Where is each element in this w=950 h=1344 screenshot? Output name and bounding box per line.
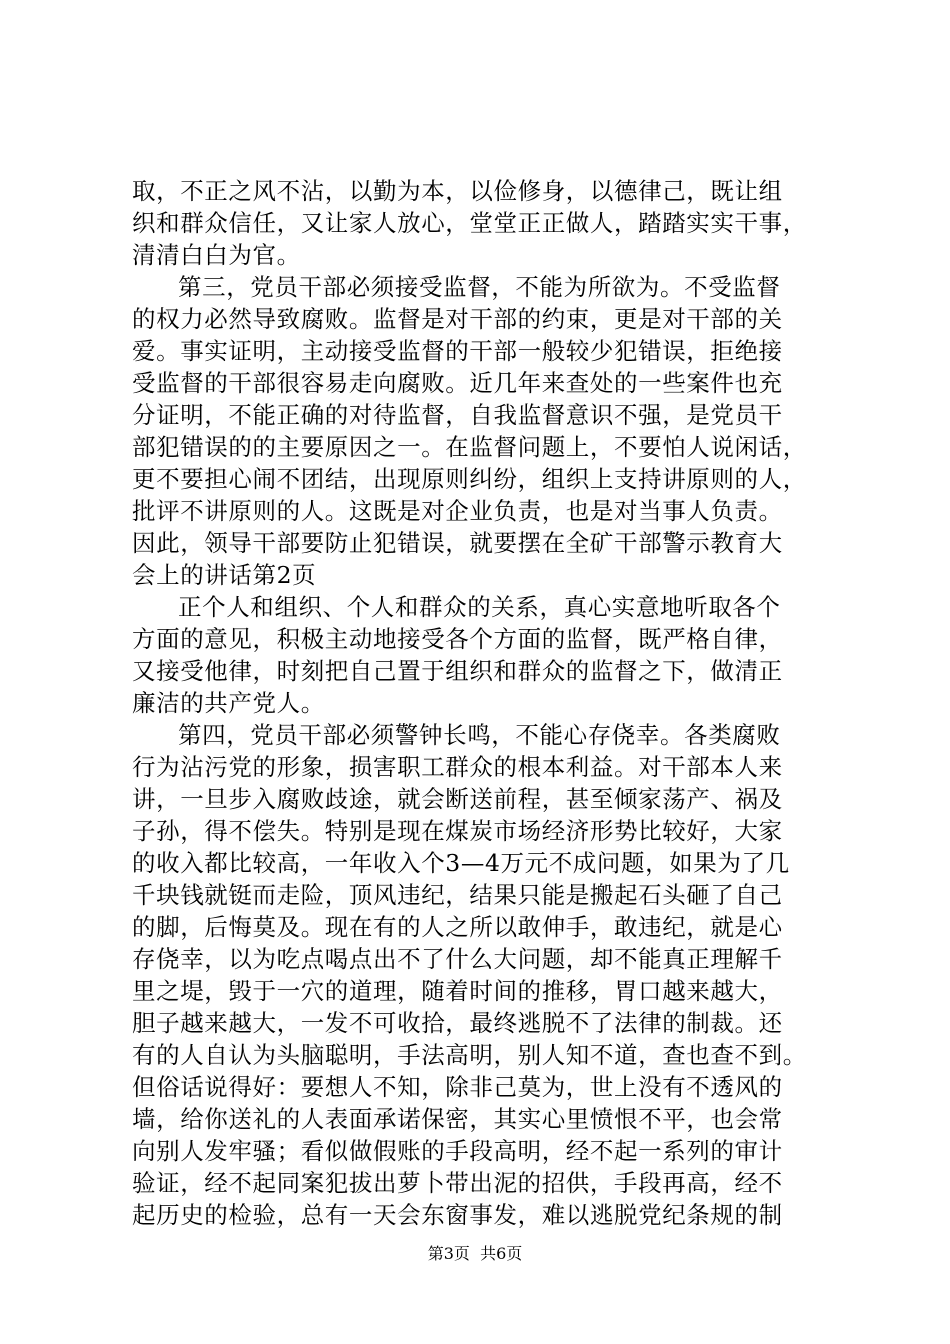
text-line: 爱。事实证明，主动接受监督的干部一般较少犯错误，拒绝接 [132,337,783,365]
page-footer: 第3页 共6页 [427,1244,523,1263]
text-line: 更不要担心闹不团结，出现原则纠纷，组织上支持讲原则的人， [132,465,807,493]
text-line: 第四，党员干部必须警钟长鸣，不能心存侥幸。各类腐败 [178,721,781,749]
text-line: 验证，经不起同案犯拔出萝卜带出泥的招供，手段再高，经不 [132,1169,783,1197]
paragraph [132,591,844,719]
paragraph [132,271,844,591]
text-line: 里之堤，毁于一穴的道理，随着时间的推移，胃口越来越大， [132,977,783,1005]
text-line: 会上的讲话第2页 [132,561,317,589]
text-line: 取，不正之风不沾，以勤为本，以俭修身，以德律己，既让组 [132,177,783,205]
text-line: 的脚，后悔莫及。现在有的人之所以敢伸手，敢违纪，就是心 [132,913,783,941]
text-line: 分证明，不能正确的对待监督，自我监督意识不强，是党员干 [132,401,783,429]
text-line: 方面的意见，积极主动地接受各个方面的监督，既严格自律， [132,625,783,653]
text-line: 讲，一旦步入腐败歧途，就会断送前程，甚至倾家荡产、祸及 [132,785,783,813]
text-line: 清清白白为官。 [132,241,301,269]
text-line: 有的人自认为头脑聪明，手法高明，别人知不道，查也查不到。 [132,1041,807,1069]
text-line: 部犯错误的的主要原因之一。在监督问题上，不要怕人说闲话， [132,433,807,461]
text-line: 胆子越来越大，一发不可收拾，最终逃脱不了法律的制裁。还 [132,1009,783,1037]
text-line: 存侥幸，以为吃点喝点出不了什么大问题，却不能真正理解千 [132,945,783,973]
document-body [132,175,844,1231]
text-line: 千块钱就铤而走险，顶风违纪，结果只能是搬起石头砸了自己 [132,881,783,909]
text-line: 受监督的干部很容易走向腐败。近几年来查处的一些案件也充 [132,369,783,397]
text-line: 因此，领导干部要防止犯错误，就要摆在全矿干部警示教育大 [132,529,783,557]
text-line: 正个人和组织、个人和群众的关系，真心实意地听取各个 [178,593,781,621]
text-line: 廉洁的共产党人。 [132,689,325,717]
text-line: 批评不讲原则的人。这既是对企业负责，也是对当事人负责。 [132,497,783,525]
text-line: 起历史的检验，总有一天会东窗事发，难以逃脱党纪条规的制 [132,1201,783,1229]
text-line: 织和群众信任，又让家人放心，堂堂正正做人，踏踏实实干事， [132,209,807,237]
paragraph [132,719,844,1231]
paragraph [132,175,844,271]
text-line: 的权力必然导致腐败。监督是对干部的约束，更是对干部的关 [132,305,783,333]
text-line: 子孙，得不偿失。特别是现在煤炭市场经济形势比较好，大家 [132,817,783,845]
text-line: 墙，给你送礼的人表面承诺保密，其实心里愤恨不平，也会常 [132,1105,783,1133]
text-line: 又接受他律，时刻把自己置于组织和群众的监督之下，做清正 [132,657,783,685]
text-line: 但俗话说得好：要想人不知，除非己莫为，世上没有不透风的 [132,1073,783,1101]
text-line: 第三，党员干部必须接受监督，不能为所欲为。不受监督 [178,273,781,301]
text-line: 向别人发牢骚；看似做假账的手段高明，经不起一系列的审计 [132,1137,783,1165]
text-line: 行为沾污党的形象，损害职工群众的根本利益。对干部本人来 [132,753,783,781]
text-line: 的收入都比较高，一年收入个3—4万元不成问题，如果为了几 [132,849,790,877]
